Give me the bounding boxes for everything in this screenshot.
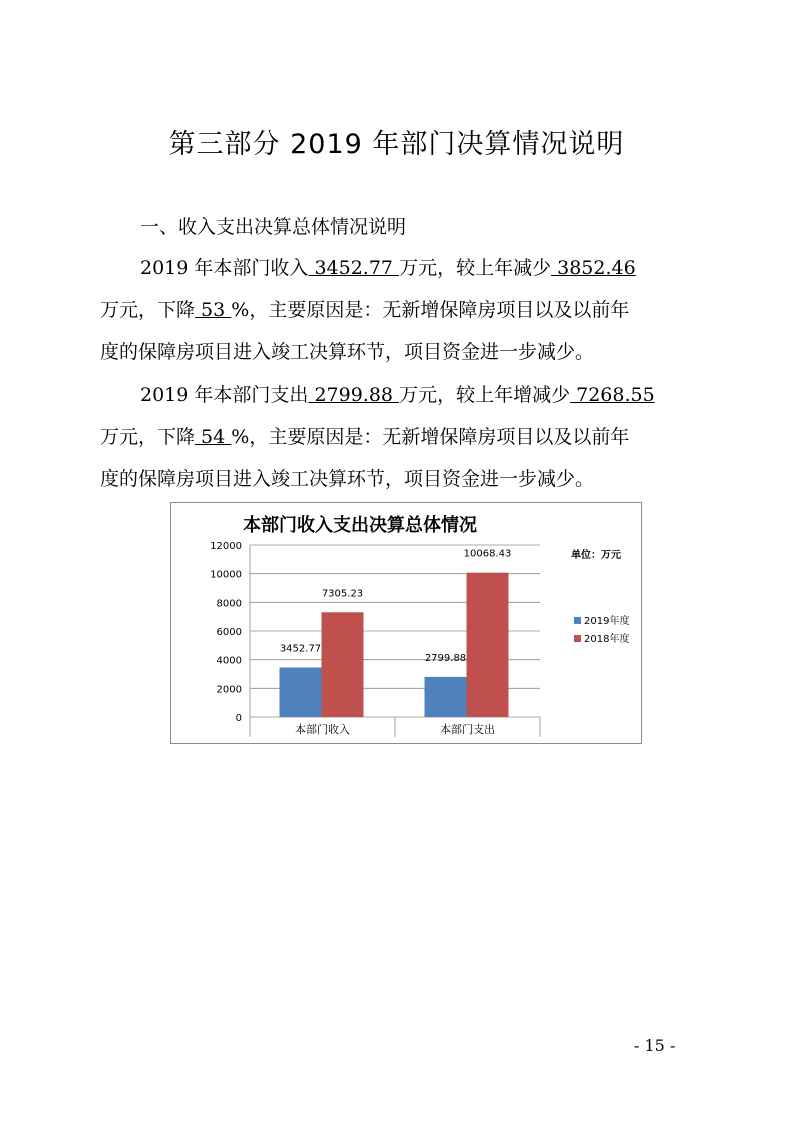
expense-l2-prefix: 万元，下降 bbox=[100, 426, 196, 448]
y-tick-label: 10000 bbox=[210, 569, 242, 581]
section-heading: 一、收入支出决算总体情况说明 bbox=[140, 216, 407, 238]
y-tick-label: 2000 bbox=[216, 684, 242, 696]
income-prefix: 2019 年本部门收入 bbox=[140, 257, 309, 279]
income-expense-chart bbox=[170, 502, 642, 744]
x-tick-label: 本部门支出 bbox=[440, 723, 495, 736]
legend-label: 2018年度 bbox=[584, 634, 630, 645]
bar-2019年度 bbox=[425, 677, 467, 717]
data-label: 3452.77 bbox=[279, 643, 322, 655]
income-l2-prefix: 万元，下降 bbox=[100, 299, 196, 321]
legend-label: 2019年度 bbox=[584, 616, 630, 627]
expense-mid: 万元，较上年增减少 bbox=[399, 384, 571, 406]
bar-2018年度 bbox=[467, 573, 509, 717]
y-tick-label: 0 bbox=[235, 713, 242, 724]
chart-frame bbox=[171, 503, 642, 744]
y-tick-label: 8000 bbox=[216, 598, 242, 610]
income-mid: 万元，较上年减少 bbox=[399, 257, 552, 279]
data-label: 10068.43 bbox=[463, 548, 512, 560]
expense-line-1 bbox=[100, 374, 690, 416]
income-change: 3852.46 bbox=[551, 257, 636, 279]
expense-prefix: 2019 年本部门支出 bbox=[140, 384, 309, 406]
x-tick-label: 本部门收入 bbox=[295, 723, 350, 736]
page-title: 第三部分 2019 年部门决算情况说明 bbox=[168, 129, 625, 160]
expense-amount: 2799.88 bbox=[308, 384, 400, 406]
legend-swatch bbox=[574, 617, 581, 624]
income-amount: 3452.77 bbox=[308, 257, 400, 279]
page-number: - 15 - bbox=[634, 1036, 676, 1055]
income-pct: 53 bbox=[195, 299, 232, 321]
expense-pct: 54 bbox=[195, 426, 232, 448]
expense-line-3: 度的保障房项目进入竣工决算环节，项目资金进一步减少。 bbox=[100, 468, 595, 490]
data-label: 7305.23 bbox=[321, 588, 364, 600]
legend-swatch bbox=[574, 635, 581, 642]
data-label: 2799.88 bbox=[424, 652, 467, 664]
income-l2-suffix: %，主要原因是：无新增保障房项目以及以前年 bbox=[231, 299, 630, 321]
expense-paragraph bbox=[100, 374, 690, 500]
chart-title: 本部门收入支出决算总体情况 bbox=[243, 515, 477, 536]
income-line-2 bbox=[100, 289, 690, 331]
income-line-3: 度的保障房项目进入竣工决算环节，项目资金进一步减少。 bbox=[100, 341, 595, 363]
income-line-1 bbox=[100, 247, 690, 289]
income-paragraph bbox=[100, 247, 690, 373]
expense-line-2 bbox=[100, 416, 690, 458]
y-tick-label: 4000 bbox=[216, 655, 242, 667]
y-tick-label: 12000 bbox=[210, 541, 242, 552]
y-tick-label: 6000 bbox=[216, 627, 242, 638]
bar-2019年度 bbox=[280, 668, 322, 717]
bar-2018年度 bbox=[322, 612, 364, 717]
chart-unit-label: 单位：万元 bbox=[571, 550, 621, 561]
expense-change: 7268.55 bbox=[570, 384, 655, 406]
expense-l2-suffix: %，主要原因是：无新增保障房项目以及以前年 bbox=[231, 426, 630, 448]
